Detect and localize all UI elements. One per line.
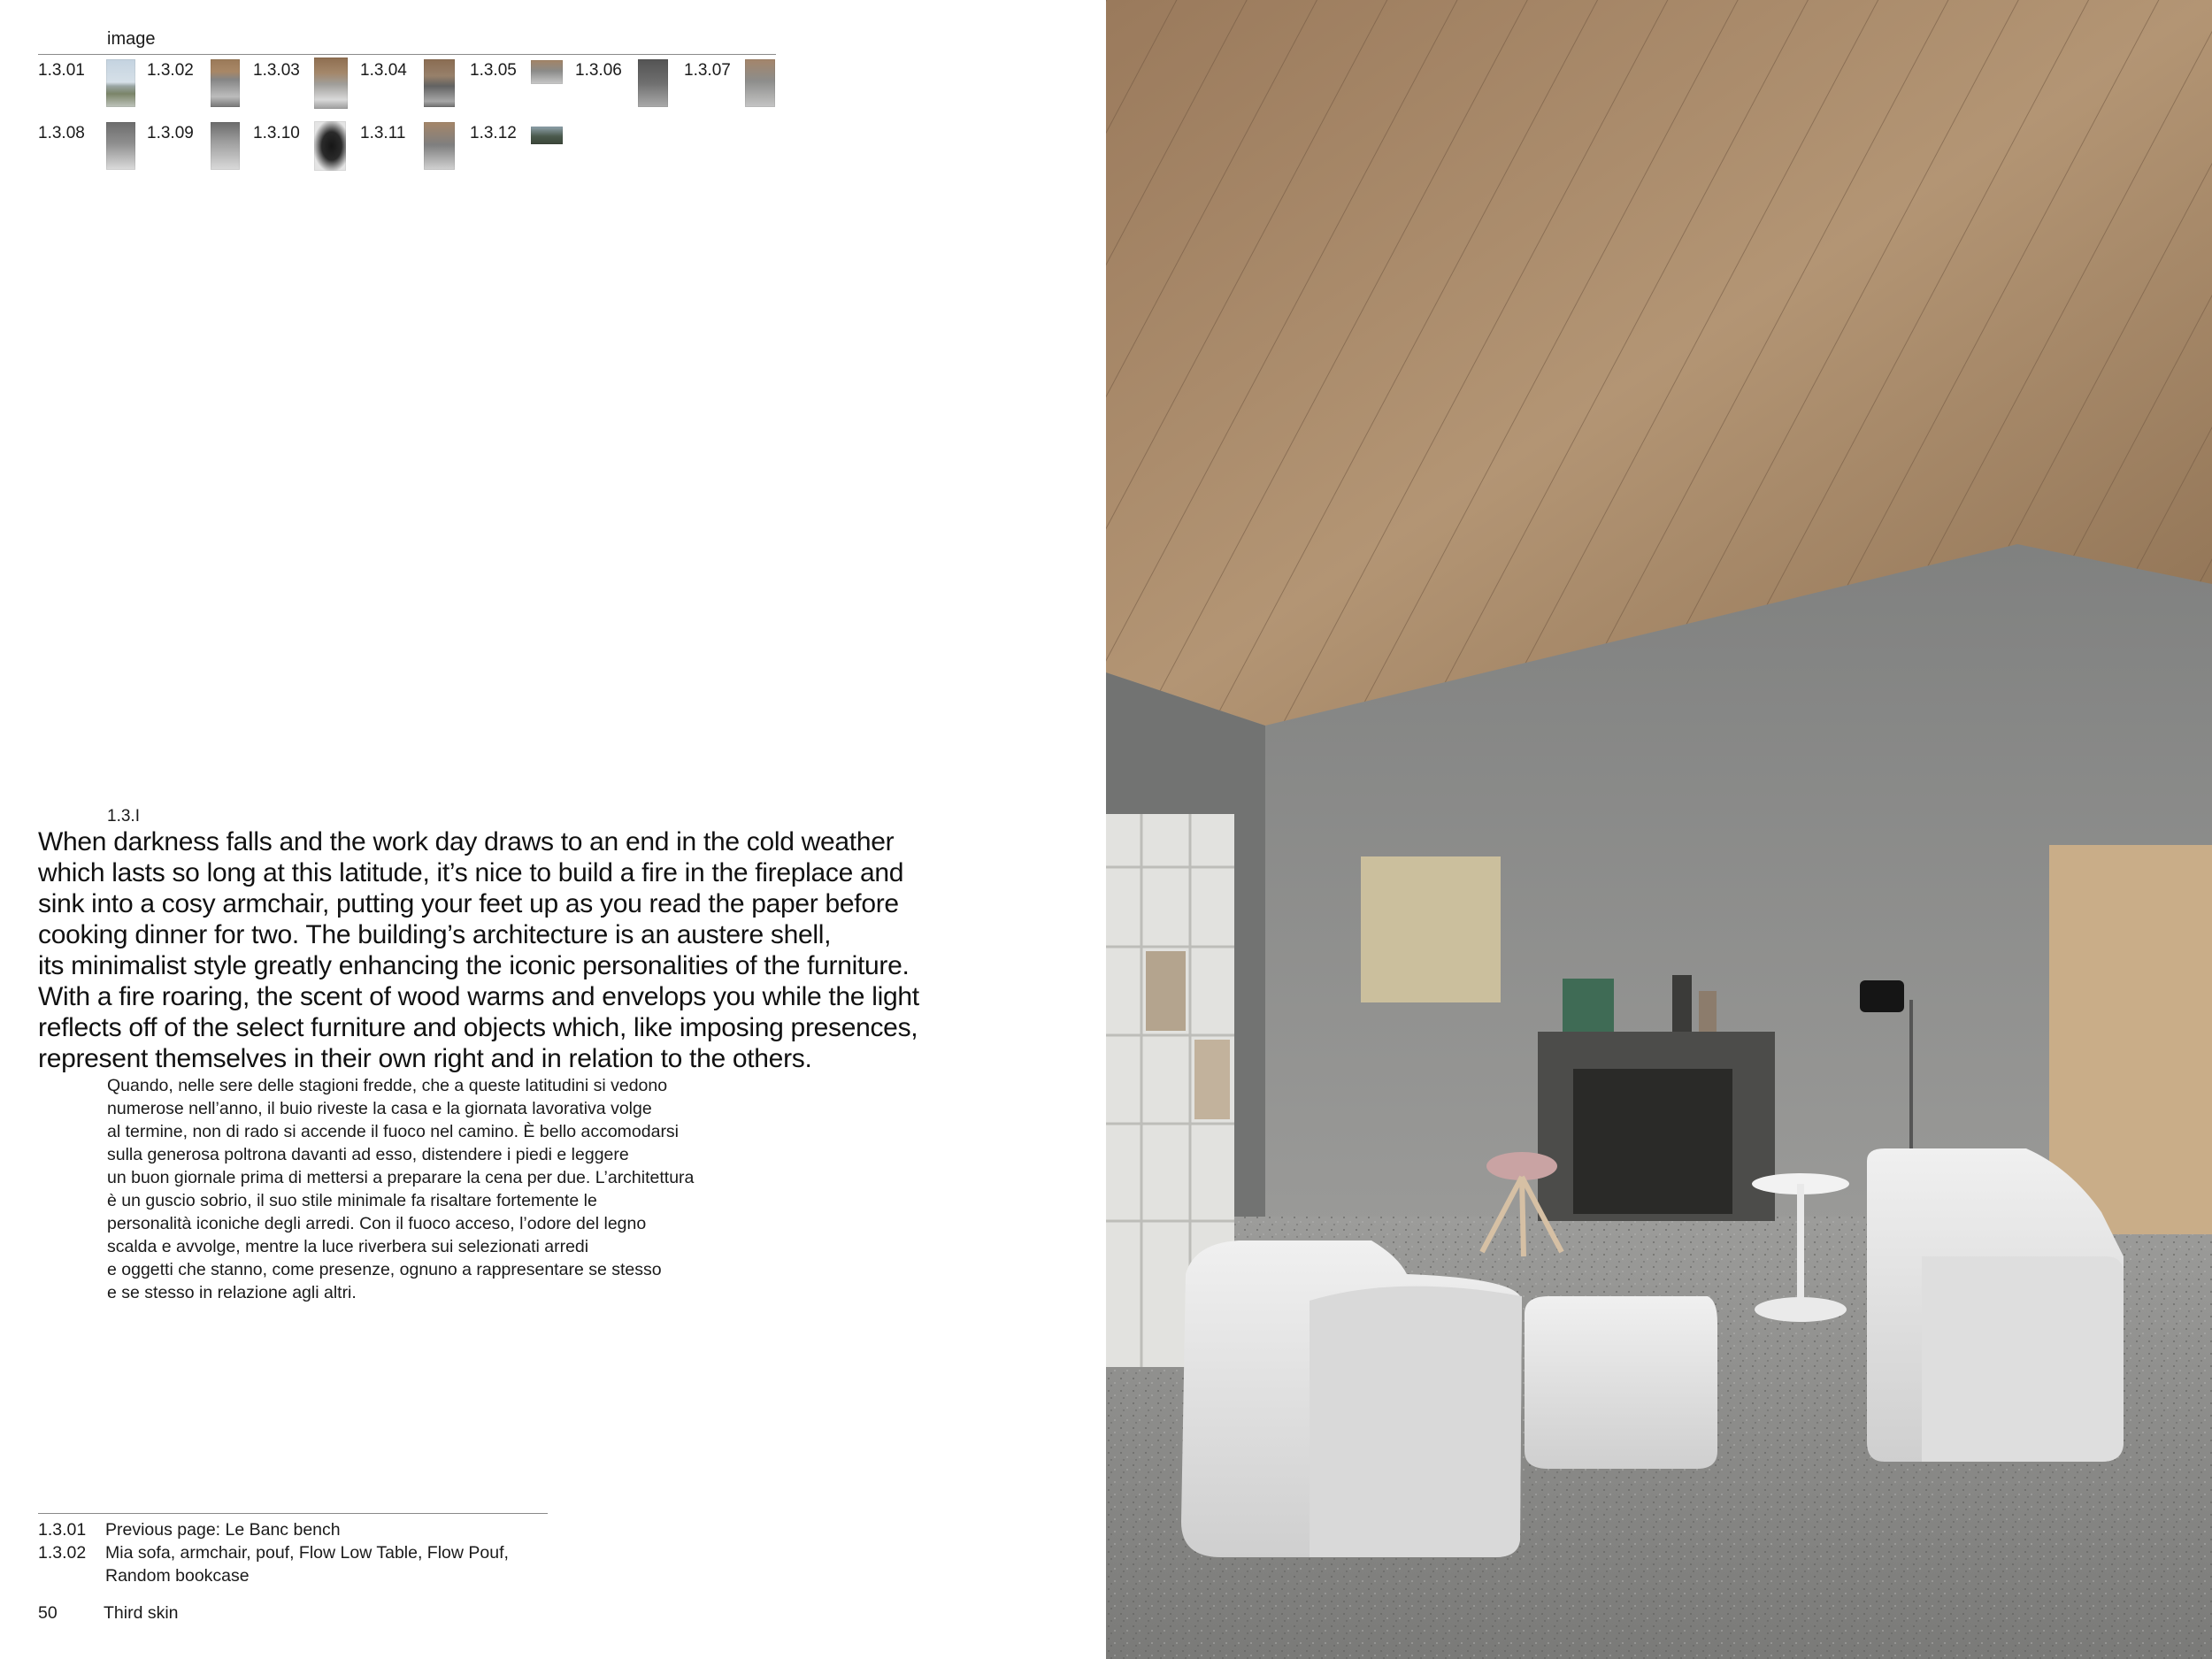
landscape-photo-thumbnail[interactable] bbox=[531, 127, 563, 144]
caption-text: Mia sofa, armchair, pouf, Flow Low Table, Flow Pouf, Random bookcase bbox=[105, 1543, 509, 1586]
thumb-label-1-3-02: 1.3.02 bbox=[147, 61, 194, 80]
page-footer bbox=[38, 1603, 179, 1624]
interior-photo-thumbnail[interactable] bbox=[106, 122, 135, 170]
body-paragraph-italian: Quando, nelle sere delle stagioni fredde, che a queste latitudini si vedono numerose nell’anno, il buio riveste la casa e la giornata lavorativa volge al termine, non di rado si accende il fuoco nel camino. È bello accomodarsi sulla generosa poltrona davanti ad esso, distendere i piedi e leggere un buon giornale prima di mettersi a preparare la cena per due. L’architettura è un guscio sobrio, il suo stile minimale fa risaltare fortemente le personalità iconiche degli arredi. Con il fuoco acceso, l’odore del legno scalda e avvolge, mentre la luce riverbera sui selezionati arredi e oggetti che stanno, come presenze, ognuno a rappresentare se stesso e se stesso in relazione agli altri. bbox=[107, 1076, 695, 1302]
interior-photo-thumbnail[interactable] bbox=[211, 59, 240, 107]
interior-photo-thumbnail[interactable] bbox=[424, 59, 455, 107]
exterior-photo-thumbnail[interactable] bbox=[106, 59, 135, 107]
page-number: 50 bbox=[38, 1603, 58, 1623]
thumb-label-1-3-06: 1.3.06 bbox=[575, 61, 622, 80]
caption-1-3-02 bbox=[38, 1541, 509, 1587]
detail-photo-thumbnail[interactable] bbox=[314, 121, 346, 171]
thumb-label-1-3-10: 1.3.10 bbox=[253, 124, 300, 142]
thumb-label-1-3-05: 1.3.05 bbox=[470, 61, 517, 80]
interior-photo-thumbnail[interactable] bbox=[211, 122, 240, 170]
caption-divider bbox=[38, 1513, 548, 1514]
thumb-label-1-3-07: 1.3.07 bbox=[684, 61, 731, 80]
caption-number: 1.3.02 bbox=[38, 1543, 87, 1563]
image-index-header: image bbox=[107, 29, 156, 49]
caption-number: 1.3.01 bbox=[38, 1520, 87, 1540]
interior-photo-thumbnail[interactable] bbox=[745, 59, 775, 107]
lead-paragraph-english: When darkness falls and the work day draws to an end in the cold weather which lasts so long at this latitude, it’s nice to build a fire in the fireplace and sink into a cosy armchair, putting your feet up as you read the paper before cooking dinner for two. The building’s architecture is an austere shell, its minimalist style greatly enhancing the iconic personalities of the furniture. With a fire roaring, the scent of wood warms and envelops you while the light reflects off of the select furniture and objects which, like imposing presences, represent themselves in their own right and in relation to the others. bbox=[38, 827, 919, 1073]
thumb-label-1-3-08: 1.3.08 bbox=[38, 124, 85, 142]
section-number: 1.3.I bbox=[107, 807, 140, 826]
thumb-label-1-3-09: 1.3.09 bbox=[147, 124, 194, 142]
thumb-label-1-3-04: 1.3.04 bbox=[360, 61, 407, 80]
interior-photo-thumbnail[interactable] bbox=[638, 59, 668, 107]
thumb-label-1-3-01: 1.3.01 bbox=[38, 61, 85, 80]
thumb-label-1-3-11: 1.3.11 bbox=[360, 124, 406, 142]
index-divider bbox=[38, 54, 776, 55]
interior-photo-thumbnail[interactable] bbox=[314, 58, 348, 109]
thumb-label-1-3-03: 1.3.03 bbox=[253, 61, 300, 80]
caption-text: Previous page: Le Banc bench bbox=[105, 1520, 341, 1540]
interior-photo-thumbnail[interactable] bbox=[531, 60, 563, 84]
section-title: Third skin bbox=[104, 1603, 179, 1623]
interior-photo-thumbnail[interactable] bbox=[424, 122, 455, 170]
interior-photo bbox=[1106, 0, 2212, 1659]
caption-1-3-01 bbox=[38, 1518, 341, 1541]
thumb-label-1-3-12: 1.3.12 bbox=[470, 124, 517, 142]
